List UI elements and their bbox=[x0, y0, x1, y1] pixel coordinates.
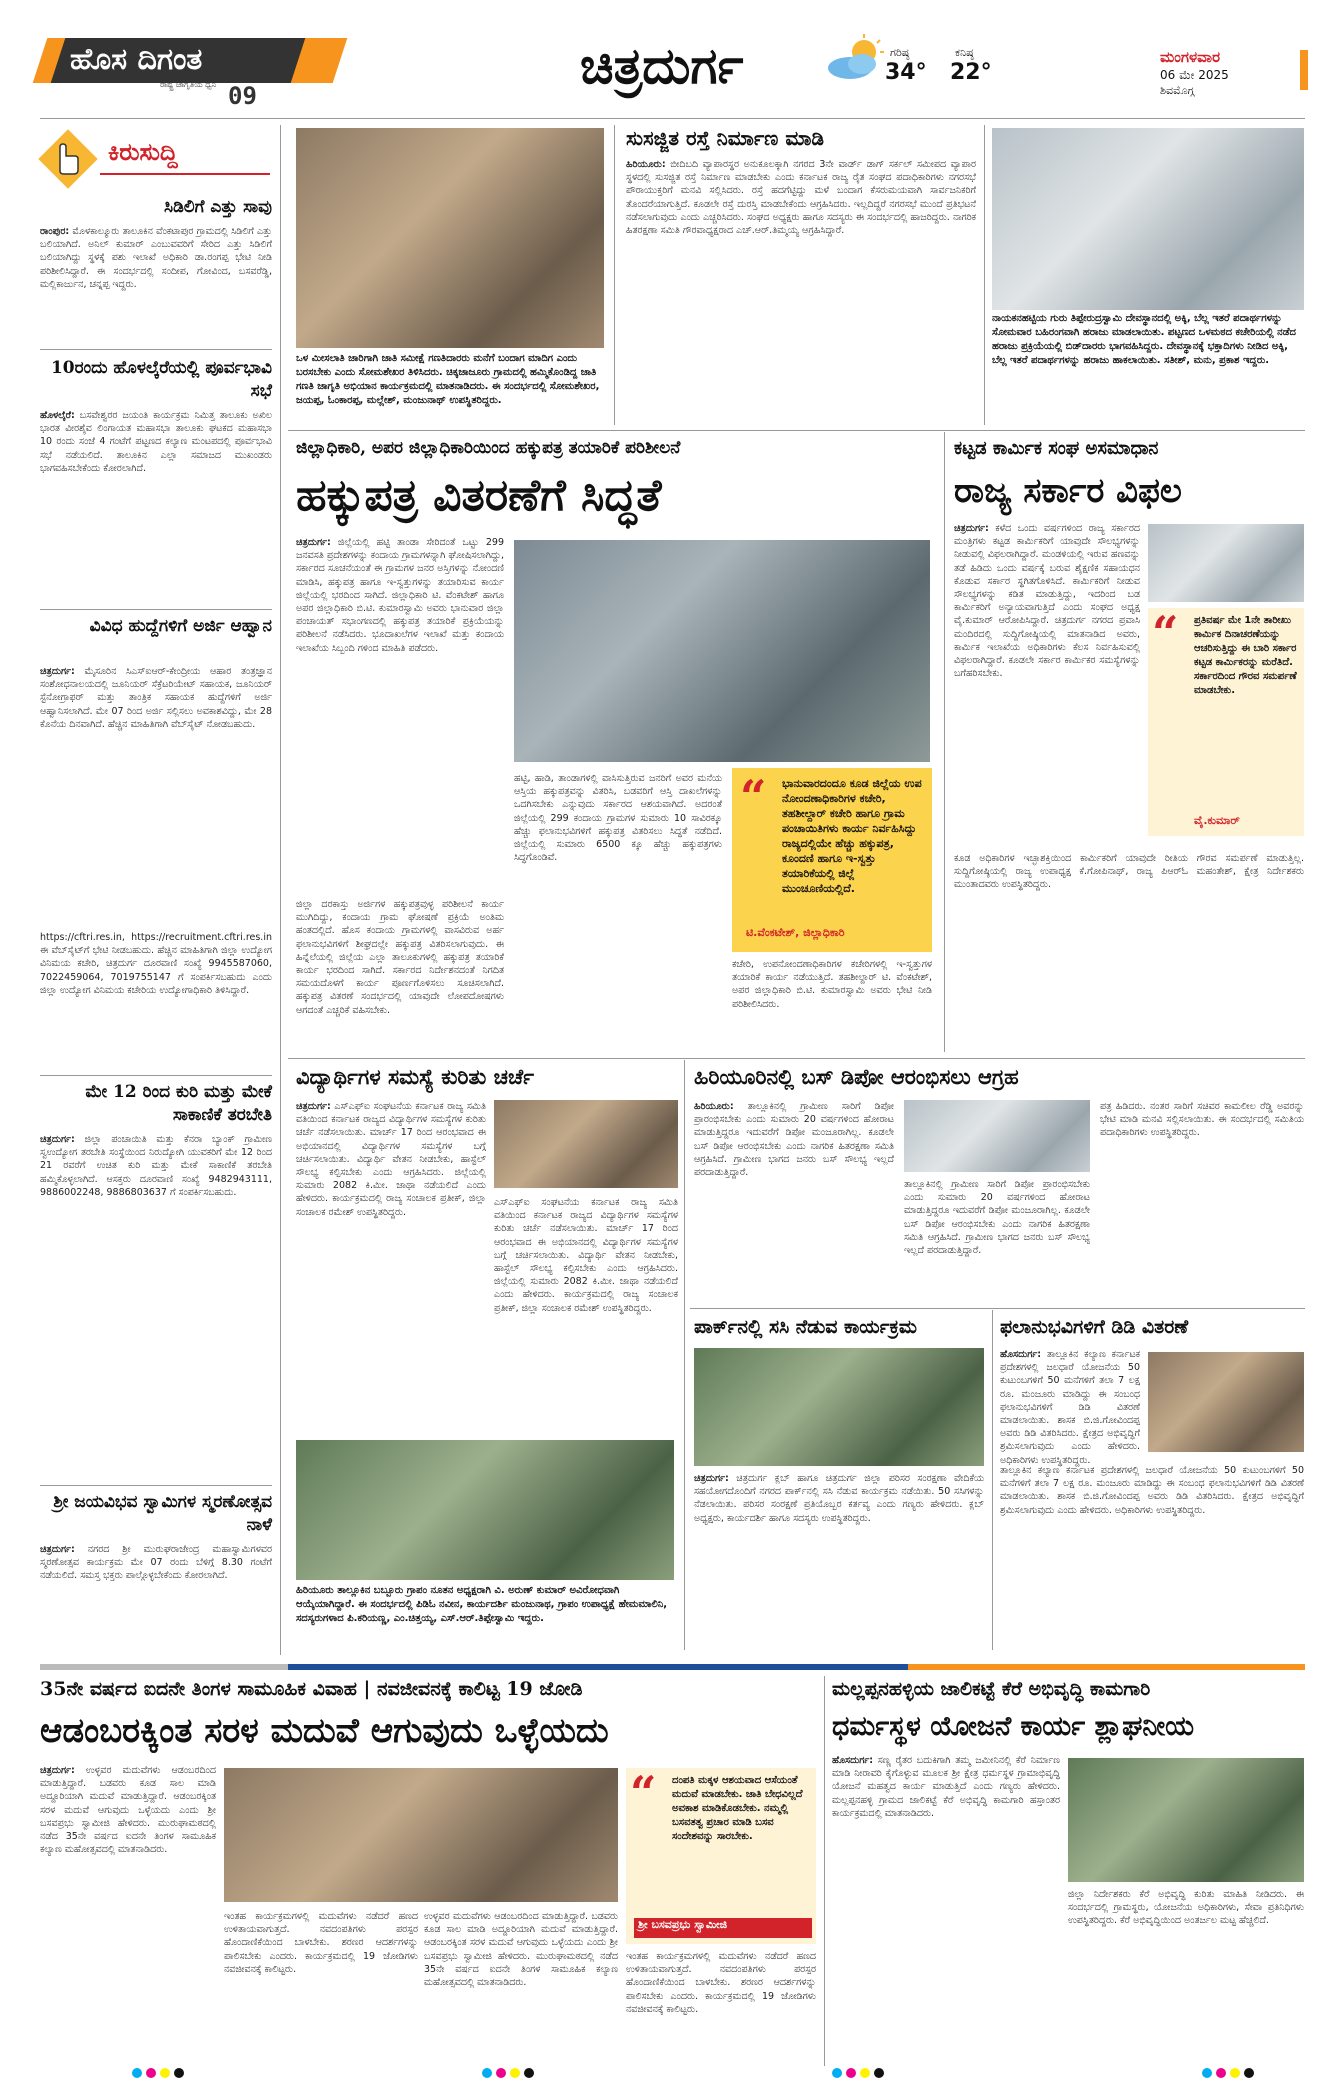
column-rule bbox=[684, 1060, 685, 1650]
page-number: 09 bbox=[228, 82, 257, 110]
sidebar-divider bbox=[40, 1485, 272, 1486]
print-registration-marks bbox=[1200, 2066, 1260, 2080]
wedding-body-col1: ಚಿತ್ರದುರ್ಗ: ಉಳ್ಳವರ ಮದುವೆಗಳು ಆಡಂಬರದಿಂದ ಮಾಡುತ್ತಿದ್ದಾರೆ. ಬಡವರು ಕೂಡ ಸಾಲ ಮಾಡಿ ಅದ್ದೂರಿಯಾಗಿ ಮದುವೆ ಮಾಡುತ್ತಿದ್ದಾರೆ. ಆಡಂಬರಕ್ಕಿಂತ ಸರಳ ಮದುವೆ ಆಗುವುದು ಒಳ್ಳೆಯದು ಎಂದು ಶ್ರೀ ಬಸವಪ್ರಭು ಸ್ವಾಮೀಜಿ ಹೇಳಿದರು. ಮುರುಘಾಮಠದಲ್ಲಿ ನಡೆದ 35ನೇ ವರ್ಷದ ಐದನೇ ತಿಂಗಳ ಸಾಮೂಹಿಕ ಕಲ್ಯಾಣ ಮಹೋತ್ಸವದಲ್ಲಿ ಮಾತನಾಡಿದರು. bbox=[40, 1765, 216, 1856]
sidebar-item-body: ಚಿತ್ರದುರ್ಗ: ನಗರದ ಶ್ರೀ ಮುರುಘರಾಜೇಂದ್ರ ಮಹಾಸ್ವಾಮಿಗಳವರ ಸ್ಮರಣೋತ್ಸವ ಕಾರ್ಯಕ್ರಮ ಮೇ 07 ರಂದು ಬೆಳಿಗ್ಗೆ 8.30 ಗಂಟೆಗೆ ನಡೆಯಲಿದೆ. ಸಮಸ್ತ ಭಕ್ತರು ಪಾಲ್ಗೊಳ್ಳಬೇಕೆಂದು ಕೋರಲಾಗಿದೆ. bbox=[40, 1544, 272, 1582]
lake-works-photo bbox=[1068, 1758, 1304, 1882]
weekday: ಮಂಗಳವಾರ bbox=[1160, 48, 1221, 66]
bus-depot-body-col3: ಪತ್ರ ಹಿಡಿದರು. ನಂತರ ಸಾರಿಗೆ ಸಚಿವರ ಕಾಮಲೀಲ ರೆಡ್ಡಿ ಅವರನ್ನು ಭೇಟಿ ಮಾಡಿ ಮನವಿ ಸಲ್ಲಿಸಲಾಯಿತು. ಈ ಸಂದರ್ಭದಲ್ಲಿ ಸಮಿತಿಯ ಪದಾಧಿಕಾರಿಗಳು ಉಪಸ್ಥಿತರಿದ್ದರು. bbox=[1100, 1101, 1304, 1139]
edition-city: ಚಿತ್ರದುರ್ಗ bbox=[580, 36, 744, 95]
students-headline: ವಿದ್ಯಾರ್ಥಿಗಳ ಸಮಸ್ಯೆ ಕುರಿತು ಚರ್ಚೆ bbox=[296, 1064, 535, 1089]
sidebar-item-title: ಶ್ರೀ ಜಯವಿಭವ ಸ್ವಾಮಿಗಳ ಸ್ಮರಣೋತ್ಸವ ನಾಳೆ bbox=[53, 1492, 272, 1535]
weather-cloud-sun-icon bbox=[820, 34, 890, 84]
sidebar-divider bbox=[40, 609, 272, 610]
quote-mark-icon: “ bbox=[1152, 606, 1179, 660]
sidebar-item-title: ಸಿಡಿಲಿಗೆ ಎತ್ತು ಸಾವು bbox=[164, 197, 272, 217]
wedding-body-col2: ಇಂತಹ ಕಾರ್ಯಕ್ರಮಗಳಲ್ಲಿ ಮದುವೆಗಳು ನಡೆದರೆ ಹಣದ ಉಳಿತಾಯವಾಗುತ್ತದೆ. ನವದಂಪತಿಗಳು ಪರಸ್ಪರ ಹೊಂದಾಣಿಕೆಯಿಂದ ಬಾಳಬೇಕು. ಶರಣರ ಆದರ್ಶಗಳನ್ನು ಪಾಲಿಸಬೇಕು ಎಂದರು. ಕಾರ್ಯಕ್ರಮದಲ್ಲಿ 19 ಜೋಡಿಗಳು ನವಜೀವನಕ್ಕೆ ಕಾಲಿಟ್ಟರು. bbox=[224, 1911, 418, 1975]
union-press-meet-photo bbox=[1148, 524, 1304, 602]
students-body: ಚಿತ್ರದುರ್ಗ: ಎಸ್‌ಎಫ್‌ಐ ಸಂಘಟನೆಯ ಕರ್ನಾಟಕ ರಾಜ್ಯ ಸಮಿತಿ ವತಿಯಿಂದ ಕರ್ನಾಟಕ ರಾಜ್ಯದ ವಿದ್ಯಾರ್ಥಿಗಳ ಸಮಸ್ಯೆಗಳ ಕುರಿತು ಚರ್ಚೆ ನಡೆಸಲಾಯಿತು. ಮಾರ್ಚ್ 17 ರಿಂದ ಆರಂಭವಾದ ಈ ಅಭಿಯಾನದಲ್ಲಿ ವಿದ್ಯಾರ್ಥಿಗಳ ಸಮಸ್ಯೆಗಳ ಬಗ್ಗೆ ಚರ್ಚಿಸಲಾಯಿತು. ವಿದ್ಯಾರ್ಥಿ ವೇತನ ನೀಡಬೇಕು, ಹಾಸ್ಟೆಲ್ ಸೌಲಭ್ಯ ಕಲ್ಪಿಸಬೇಕು ಎಂದು ಆಗ್ರಹಿಸಿದರು. ಜಿಲ್ಲೆಯಲ್ಲಿ ಸುಮಾರು 2082 ಕಿ.ಮೀ. ಜಾಥಾ ನಡೆಯಲಿದೆ ಎಂದು ಹೇಳಿದರು. ಕಾರ್ಯಕ್ರಮದಲ್ಲಿ ರಾಜ್ಯ ಸಂಚಾಲಕ ಪ್ರತೀಕ್, ಜಿಲ್ಲಾ ಸಂಚಾಲಕ ರಮೇಶ್ ಉಪಸ್ಥಿತರಿದ್ದರು. bbox=[296, 1101, 486, 1218]
column-rule bbox=[984, 125, 985, 425]
section-rule bbox=[288, 430, 1305, 431]
temple-auction-photo bbox=[992, 128, 1304, 310]
lake-kicker: ಮಲ್ಲಪ್ಪನಹಳ್ಳಿಯ ಜಾಲಿಕಟ್ಟೆ ಕೆರೆ ಅಭಿವೃದ್ಧಿ ಕಾಮಗಾರಿ bbox=[832, 1678, 1151, 1700]
sidebar-item-title: ವಿವಿಧ ಹುದ್ದೆಗಳಿಗೆ ಅರ್ಜಿ ಆಹ್ವಾನ bbox=[89, 616, 272, 636]
sidebar-item-body: ಹೊಳಲ್ಕೆರೆ: ಬಸವೇಶ್ವರರ ಜಯಂತಿ ಕಾರ್ಯಕ್ರಮ ನಿಮಿತ್ತ ತಾಲೂಕು ಅಖಿಲ ಭಾರತ ವೀರಶೈವ ಲಿಂಗಾಯತ ಮಹಾಸಭಾ ತಾಲೂಕು ಘಟಕದ ಮಹಾಸಭಾ 10 ರಂದು ಸಂಜೆ 4 ಗಂಟೆಗೆ ಪಟ್ಟಣದ ಕಲ್ಯಾಣ ಮಂಟಪದಲ್ಲಿ ಪೂರ್ವಭಾವಿ ಸಭೆ ನಡೆಯಲಿದೆ. ತಾಲೂಕಿನ ಎಲ್ಲಾ ಸಮಾಜದ ಮುಖಂಡರು ಭಾಗವಹಿಸಬೇಕೆಂದು ಕೋರಲಾಗಿದೆ. bbox=[40, 410, 272, 474]
lead-body-col1: ಚಿತ್ರದುರ್ಗ: ಜಿಲ್ಲೆಯಲ್ಲಿ ಹಟ್ಟಿ ತಾಂಡಾ ಸೇರಿದಂತೆ ಒಟ್ಟು 299 ಜನವಸತಿ ಪ್ರದೇಶಗಳನ್ನು ಕಂದಾಯ ಗ್ರಾಮಗಳನ್ನಾಗಿ ಘೋಷಿಸಲಾಗಿದ್ದು, ಸರ್ಕಾರದ ಸೂಚನೆಯಂತೆ ಈ ಗ್ರಾಮಗಳ ಜನರ ಅಸ್ತಿಗಳನ್ನು ನೋಂದಣಿ ಮಾಡಿಸಿ, ಹಕ್ಕುಪತ್ರ ಹಾಗೂ ಇ-ಸ್ವತ್ತುಗಳನ್ನು ತಯಾರಿಸುವ ಕಾರ್ಯ ಜಿಲ್ಲೆಯಲ್ಲಿ ಭರದಿಂದ ಸಾಗಿದೆ. ಜಿಲ್ಲಾಧಿಕಾರಿ ಟಿ. ವೆಂಕಟೇಶ್ ಹಾಗೂ ಅಪರ ಜಿಲ್ಲಾಧಿಕಾರಿ ಬಿ.ಟಿ. ಕುಮಾರಸ್ವಾಮಿ ಅವರು ಭಾನುವಾರ ಜಿಲ್ಲಾ ಪಂಚಾಯತ್ ಸಭಾಂಗಣದಲ್ಲಿ ಹಕ್ಕುಪತ್ರ ತಯಾರಿಕೆ ಪ್ರಕ್ರಿಯೆಯನ್ನು ಪರಿಶೀಲನೆ ನಡೆಸಿದರು. ಭೂದಾಖಲೆಗಳ ಇಲಾಖೆ ಮತ್ತು ಕಂದಾಯ ಇಲಾಖೆಯ ಸಿಬ್ಬಂದಿ ಗಳಿಂದ ಮಾಹಿತಿ ಪಡೆದರು. bbox=[296, 537, 504, 654]
temple-auction-caption: ನಾಯಕನಹಟ್ಟಿಯ ಗುರು ತಿಪ್ಪೇರುದ್ರಸ್ವಾಮಿ ದೇವಸ್ಥಾನದಲ್ಲಿ ಅಕ್ಕಿ, ಬೆಲ್ಲ ಇತರೆ ಪದಾರ್ಥಗಳನ್ನು ಸೋಮವಾರ ಬಹಿರಂಗವಾಗಿ ಹರಾಜು ಮಾಡಲಾಯಿತು. ಪಟ್ಟಣದ ಒಳಮಠದ ಕಚೇರಿಯಲ್ಲಿ ನಡೆದ ಹರಾಜು ಪ್ರಕ್ರಿಯೆಯಲ್ಲಿ ಬಿಡ್‌ದಾರರು ಭಾಗವಹಿಸಿದ್ದರು. ದೇವಸ್ಥಾನಕ್ಕೆ ಭಕ್ತಾದಿಗಳು ನೀಡಿದ ಅಕ್ಕಿ, ಬೆಲ್ಲ ಇತರೆ ಪದಾರ್ಥಗಳನ್ನು ಹರಾಜು ಹಾಕಲಾಯಿತು. ಸತೀಶ್, ಮನು, ಪ್ರಕಾಶ ಇದ್ದರು. bbox=[992, 313, 1296, 366]
dd-distribution-photo bbox=[1148, 1352, 1304, 1452]
wedding-quote-text: ದಂಪತಿ ಮಕ್ಕಳ ಆಶಯವಾದ ಆಸೆಯಂತೆ ಮದುವೆ ಮಾಡಬೇಕು. ಜಾತಿ ಬೇಧವಿಲ್ಲದೆ ಅವಕಾಶ ಮಾಡಿಕೊಡಬೇಕು. ನಮ್ಮಲ್ಲಿ ಬಸವತತ್ವ ಪ್ರಚಾರ ಮಾಡಿ ಬಸವ ಸಂದೇಶವನ್ನು ಸಾರಬೇಕು. bbox=[672, 1775, 803, 1842]
lead-body-col2: ಹಟ್ಟಿ, ಹಾಡಿ, ತಾಂಡಾಗಳಲ್ಲಿ ವಾಸಿಸುತ್ತಿರುವ ಜನರಿಗೆ ಅವರ ಮನೆಯ ಆಸ್ತಿಯ ಹಕ್ಕುಪತ್ರವನ್ನು ವಿತರಿಸಿ, ಬಡವರಿಗೆ ಆಸ್ತಿ ದಾಖಲೆಗಳನ್ನು ಒದಗಿಸಬೇಕು ಎನ್ನುವುದು ಸರ್ಕಾರದ ಆಶಯವಾಗಿದೆ. ಅದರಂತೆ ಜಿಲ್ಲೆಯಲ್ಲಿ 299 ಕಂದಾಯ ಗ್ರಾಮಗಳ ಸುಮಾರು 10 ಸಾವಿರಕ್ಕೂ ಹೆಚ್ಚು ಫಲಾನುಭವಿಗಳಿಗೆ ಹಕ್ಕುಪತ್ರ ವಿತರಿಸಲು ಸಿದ್ಧತೆ ನಡೆದಿದೆ. ಜಿಲ್ಲೆಯಲ್ಲಿ ಸುಮಾರು 6500 ಕ್ಕೂ ಹೆಚ್ಚು ಹಕ್ಕುಪತ್ರಗಳು ಸಿದ್ಧಗೊಂಡಿವೆ. bbox=[514, 773, 722, 864]
union-headline: ರಾಜ್ಯ ಸರ್ಕಾರ ವಿಫಲ bbox=[954, 471, 1182, 511]
edition-name: ಶಿವಮೊಗ್ಗ bbox=[1160, 84, 1195, 97]
union-quote-text: ಪ್ರತಿವರ್ಷ ಮೇ 1ನೇ ತಾರೀಖು ಕಾರ್ಮಿಕ ದಿನಾಚರಣೆಯನ್ನು ಆಚರಿಸುತ್ತಿದ್ದು ಈ ಬಾರಿ ಸರ್ಕಾರ ಕಟ್ಟಡ ಕಾರ್ಮಿಕರನ್ನು ಮರೆತಿದೆ. ಸರ್ಕಾರದಿಂದ ಗೌರವ ಸಮರ್ಪಣೆ ಮಾಡಬೇಕು. bbox=[1194, 615, 1297, 696]
sidebar-brand-rule bbox=[100, 173, 270, 175]
bus-depot-photo bbox=[904, 1100, 1090, 1172]
column-rule bbox=[824, 1676, 825, 2066]
column-rule bbox=[992, 1310, 993, 1650]
bus-depot-body-col2: ತಾಲ್ಲೂಕಿನಲ್ಲಿ ಗ್ರಾಮೀಣ ಸಾರಿಗೆ ಡಿಪೋ ಪ್ರಾರಂಭಿಸಬೇಕು ಎಂದು ಸುಮಾರು 20 ವರ್ಷಗಳಿಂದ ಹೋರಾಟ ಮಾಡುತ್ತಿದ್ದರೂ ಇದುವರೆಗೆ ಡಿಪೋ ಮಂಜೂರಾಗಿಲ್ಲ. ಕೂಡಲೇ ಬಸ್ ಡಿಪೋ ಆರಂಭಿಸಬೇಕು ಎಂದು ನಾಗರಿಕ ಹಿತರಕ್ಷಣಾ ಸಮಿತಿ ಆಗ್ರಹಿಸಿದೆ. ಗ್ರಾಮೀಣ ಭಾಗದ ಜನರು ಬಸ್ ಸೌಲಭ್ಯ ಇಲ್ಲದೆ ಪರದಾಡುತ್ತಿದ್ದಾರೆ. bbox=[904, 1179, 1090, 1257]
masthead-rule bbox=[40, 118, 1305, 119]
lake-body-col1: ಹೊಸದುರ್ಗ: ಸಣ್ಣ ರೈತರ ಬದುಕಿಗಾಗಿ ತಮ್ಮ ಜಮೀನಿನಲ್ಲಿ ಕೆರೆ ನಿರ್ಮಾಣ ಮಾಡಿ ನೀರಾವರಿ ಕೈಗೊಳ್ಳುವ ಮೂಲಕ ಶ್ರೀ ಕ್ಷೇತ್ರ ಧರ್ಮಸ್ಥಳ ಗ್ರಾಮಾಭಿವೃದ್ಧಿ ಯೋಜನೆ ಮಹತ್ವದ ಕಾರ್ಯ ಮಾಡುತ್ತಿದೆ ಎಂದು ಗಣ್ಯರು ಹೇಳಿದರು. ಮಲ್ಲಪ್ಪನಹಳ್ಳಿ ಗ್ರಾಮದ ಜಾಲಿಕಟ್ಟೆ ಕೆರೆ ಅಭಿವೃದ್ಧಿ ಕಾಮಗಾರಿ ಹಸ್ತಾಂತರ ಕಾರ್ಯಕ್ರಮದಲ್ಲಿ ಮಾತನಾಡಿದರು. bbox=[832, 1755, 1060, 1819]
temp-max: 34° bbox=[885, 60, 927, 85]
temp-min: 22° bbox=[950, 60, 992, 85]
sidebar-item-body: ಚಿತ್ರದುರ್ಗ: ಮೈಸೂರಿನ ಸಿಎಸ್‌ಐಆರ್-ಕೇಂದ್ರೀಯ ಆಹಾರ ತಂತ್ರಜ್ಞಾನ ಸಂಶೋಧನಾಲಯದಲ್ಲಿ ಜೂನಿಯರ್ ಸೆಕ್ರೆಟರಿಯೇಟ್ ಸಹಾಯಕ, ಜೂನಿಯರ್ ಸ್ಟೆನೋಗ್ರಾಫರ್ ಮತ್ತು ತಾಂತ್ರಿಕ ಸಹಾಯಕ ಹುದ್ದೆಗಳಿಗೆ ಅರ್ಜಿ ಆಹ್ವಾನಿಸಲಾಗಿದೆ. ಮೇ 07 ರಿಂದ ಅರ್ಜಿ ಸಲ್ಲಿಸಲು ಅವಕಾಶವಿದ್ದು, ಮೇ 28 ಕೊನೆಯ ದಿನವಾಗಿದೆ. ಹೆಚ್ಚಿನ ಮಾಹಿತಿಗಾಗಿ ವೆಬ್‌ಸೈಟ್ ನೋಡಬಹುದು. bbox=[40, 666, 272, 730]
section-rule bbox=[288, 1058, 1305, 1059]
lake-body-col2: ಜಿಲ್ಲಾ ನಿರ್ದೇಶಕರು ಕೆರೆ ಅಭಿವೃದ್ಧಿ ಕುರಿತು ಮಾಹಿತಿ ನೀಡಿದರು. ಈ ಸಂದರ್ಭದಲ್ಲಿ ಗ್ರಾಮಸ್ಥರು, ಯೋಜನೆಯ ಅಧಿಕಾರಿಗಳು, ಸೇವಾ ಪ್ರತಿನಿಧಿಗಳು ಉಪಸ್ಥಿತರಿದ್ದರು. ಕೆರೆ ಅಭಿವೃದ್ಧಿಯಿಂದ ಅಂತರ್ಜಲ ಮಟ್ಟ ಹೆಚ್ಚಲಿದೆ. bbox=[1068, 1889, 1304, 1927]
wedding-headline: ಆಡಂಬರಕ್ಕಿಂತ ಸರಳ ಮದುವೆ ಆಗುವುದು ಒಳ್ಳೆಯದು bbox=[40, 1711, 609, 1751]
sidebar-item-title: ಮೇ 12 ರಿಂದ ಕುರಿ ಮತ್ತು ಮೇಕೆ ಸಾಕಾಣಿಕೆ ತರಬೇತಿ bbox=[85, 1082, 272, 1125]
temp-min-label: ಕನಿಷ್ಠ bbox=[955, 46, 974, 59]
caste-survey-photo bbox=[296, 128, 604, 348]
lead-body-col3: ಕಚೇರಿ, ಉಪನೋಂದಣಾಧಿಕಾರಿಗಳ ಕಚೇರಿಗಳಲ್ಲಿ ಇ-ಸ್ವತ್ತುಗಳ ತಯಾರಿಕೆ ಕಾರ್ಯ ನಡೆಯುತ್ತಿದೆ. ತಹಶೀಲ್ದಾರ್ ಟಿ. ವೆಂಕಟೇಶ್, ಅಪರ ಜಿಲ್ಲಾಧಿಕಾರಿ ಬಿ.ಟಿ. ಕುಮಾರಸ್ವಾಮಿ ಅವರು ಭೇಟಿ ನೀಡಿ ಪರಿಶೀಲಿಸಿದರು. bbox=[732, 959, 932, 1010]
section-bar-grey bbox=[40, 1664, 288, 1670]
section-rule bbox=[690, 1308, 1305, 1309]
newspaper-logo: ಹೊಸ ದಿಗಂತ bbox=[70, 42, 203, 77]
sidebar-column-rule bbox=[280, 125, 281, 1655]
temp-max-label: ಗರಿಷ್ಠ bbox=[890, 46, 910, 59]
road-story-body: ಹಿರಿಯೂರು: ಬೀದಿಬದಿ ವ್ಯಾಪಾರಸ್ಥರ ಅನುಕೂಲಕ್ಕಾಗಿ ನಗರದ 3ನೇ ವಾರ್ಡ್ ಡಾಗ್ ಸರ್ಕಲ್ ಸಮೀಪದ ವ್ಯಾಪಾರ ಸ್ಥಳದಲ್ಲಿ ಸುಸಜ್ಜಿತ ರಸ್ತೆ ನಿರ್ಮಾಣ ಮಾಡಬೇಕು ಎಂದು ಕರ್ನಾಟಕ ರಾಜ್ಯ ರೈತ ಸಂಘದ ಪದಾಧಿಕಾರಿಗಳು ನಗರಸಭೆ ಪೌರಾಯುಕ್ತರಿಗೆ ಮನವಿ ಸಲ್ಲಿಸಿದರು. ರಸ್ತೆ ಹದಗೆಟ್ಟಿದ್ದು ಮಳೆ ಬಂದಾಗ ಕೆಸರುಮಯವಾಗಿ ಸಾರ್ವಜನಿಕರಿಗೆ ತೊಂದರೆಯಾಗುತ್ತಿದೆ. ಕೂಡಲೇ ರಸ್ತೆ ದುರಸ್ತಿ ಮಾಡಬೇಕೆಂದು ಆಗ್ರಹಿಸಿದರು. ಇಲ್ಲದಿದ್ದರೆ ನಗರಸಭೆ ಮುಂದೆ ಪ್ರತಿಭಟನೆ ನಡೆಸಲಾಗುವುದು ಎಂದು ಎಚ್ಚರಿಸಿದರು. ಸಂಘದ ಅಧ್ಯಕ್ಷರು ಹಾಗೂ ಸದಸ್ಯರು ಈ ಸಂದರ್ಭದಲ್ಲಿ ಹಾಜರಿದ್ದರು. ನಾಗರಿಕ ಹಿತರಕ್ಷಣಾ ಸಮಿತಿ ಗೌರವಾಧ್ಯಕ್ಷರಾದ ಎಚ್.ಆರ್.ತಿಮ್ಮಯ್ಯ ಆಗ್ರಹಿಸಿದ್ದಾರೆ. bbox=[626, 159, 976, 237]
lead-photo-office bbox=[514, 540, 930, 762]
sidebar-divider bbox=[40, 1075, 272, 1076]
bus-depot-body-col1: ಹಿರಿಯೂರು: ತಾಲ್ಲೂಕಿನಲ್ಲಿ ಗ್ರಾಮೀಣ ಸಾರಿಗೆ ಡಿಪೋ ಪ್ರಾರಂಭಿಸಬೇಕು ಎಂದು ಸುಮಾರು 20 ವರ್ಷಗಳಿಂದ ಹೋರಾಟ ಮಾಡುತ್ತಿದ್ದರೂ ಇದುವರೆಗೆ ಡಿಪೋ ಮಂಜೂರಾಗಿಲ್ಲ. ಕೂಡಲೇ ಬಸ್ ಡಿಪೋ ಆರಂಭಿಸಬೇಕು ಎಂದು ನಾಗರಿಕ ಹಿತರಕ್ಷಣಾ ಸಮಿತಿ ಆಗ್ರಹಿಸಿದೆ. ಗ್ರಾಮೀಣ ಭಾಗದ ಜನರು ಬಸ್ ಸೌಲಭ್ಯ ಇಲ್ಲದೆ ಪರದಾಡುತ್ತಿದ್ದಾರೆ. bbox=[694, 1101, 894, 1179]
print-registration-marks bbox=[480, 2066, 540, 2080]
road-headline: ಸುಸಜ್ಜಿತ ರಸ್ತೆ ನಿರ್ಮಾಣ ಮಾಡಿ bbox=[626, 126, 825, 150]
babbur-gp-photo bbox=[296, 1440, 674, 1580]
lead-quote-text: ಭಾನುವಾರದಂದೂ ಕೂಡ ಜಿಲ್ಲೆಯ ಉಪ ನೋಂದಣಾಧಿಕಾರಿಗಳ ಕಚೇರಿ, ತಹಶೀಲ್ದಾರ್ ಕಚೇರಿ ಹಾಗೂ ಗ್ರಾಮ ಪಂಚಾಯಿತಿಗಳು ಕಾರ್ಯ ನಿರ್ವಹಿಸಿದ್ದು ರಾಜ್ಯದಲ್ಲಿಯೇ ಹೆಚ್ಚು ಹಕ್ಕುಪತ್ರ, ಕೂಂದಣಿ ಹಾಗೂ ಇ-ಸ್ವತ್ತು ತಯಾರಿಕೆಯಲ್ಲಿ ಜಿಲ್ಲೆ ಮುಂಚೂಣಿಯಲ್ಲಿದೆ. bbox=[782, 777, 922, 895]
union-kicker: ಕಟ್ಟಡ ಕಾರ್ಮಿಕ ಸಂಘ ಅಸಮಾಧಾನ bbox=[954, 438, 1159, 459]
dd-body-col1: ಹೊಸದುರ್ಗ: ತಾಲ್ಲೂಕಿನ ಕಲ್ಯಾಣ ಕರ್ನಾಟಕ ಪ್ರದೇಶಗಳಲ್ಲಿ ಜಲಧಾರೆ ಯೋಜನೆಯ 50 ಕುಟುಂಬಗಳಿಗೆ 50 ಮನೆಗಳಿಗೆ ತಲಾ 7 ಲಕ್ಷ ರೂ. ಮಂಜೂರು ಮಾಡಿದ್ದು ಈ ಸಂಬಂಧ ಫಲಾನುಭವಿಗಳಿಗೆ ಡಿಡಿ ವಿತರಣೆ ಮಾಡಲಾಯಿತು. ಶಾಸಕ ಬಿ.ಜಿ.ಗೋವಿಂದಪ್ಪ ಅವರು ಡಿಡಿ ವಿತರಿಸಿದರು. ಕ್ಷೇತ್ರದ ಅಭಿವೃದ್ಧಿಗೆ ಶ್ರಮಿಸಲಾಗುವುದು ಎಂದು ಹೇಳಿದರು. ಅಧಿಕಾರಿಗಳು ಉಪಸ್ಥಿತರಿದ್ದರು. bbox=[1000, 1349, 1140, 1466]
babbur-gp-caption: ಹಿರಿಯೂರು ತಾಲ್ಲೂಕಿನ ಬಬ್ಬೂರು ಗ್ರಾಪಂ ನೂತನ ಅಧ್ಯಕ್ಷರಾಗಿ ವಿ. ಅರುಣ್ ಕುಮಾರ್ ಅವಿರೋಧವಾಗಿ ಆಯ್ಕೆಯಾಗಿದ್ದಾರೆ. ಈ ಸಂದರ್ಭದಲ್ಲಿ ಪಿಡಿಓ ನವೀನ, ಕಾರ್ಯದರ್ಶಿ ಮಂಜುನಾಥ, ಗ್ರಾಪಂ ಉಪಾಧ್ಯಕ್ಷೆ ಹೇಮಮಾಲಿನಿ, ಸದಸ್ಯರುಗಳಾದ ಪಿ.ಕರಿಯಣ್ಣ, ಎಂ.ಚಿತ್ತಯ್ಯ, ಎಸ್.ಆರ್.ತಿಪ್ಪೇಸ್ವಾಮಿ ಇದ್ದರು. bbox=[296, 1585, 668, 1624]
sidebar-item-body: https://cftri.res.in, https://recruitment.cftri.res.in ಈ ವೆಬ್‌ಸೈಟ್‌ಗೆ ಭೇಟಿ ನೀಡಬಹುದು. ಹೆಚ್ಚಿನ ಮಾಹಿತಿಗಾಗಿ ಜಿಲ್ಲಾ ಉದ್ಯೋಗ ವಿನಿಮಯ ಕಚೇರಿ, ಚಿತ್ರದುರ್ಗ ದೂರವಾಣಿ ಸಂಖ್ಯೆ 9945587060, 7022459064, 7019755147 ಗೆ ಸಂಪರ್ಕಿಸಬಹುದು ಎಂದು ಜಿಲ್ಲಾ ಉದ್ಯೋಗ ವಿನಿಮಯ ಕಚೇರಿಯ ಉದ್ಯೋಗಾಧಿಕಾರಿ ತಿಳಿಸಿದ್ದಾರೆ. bbox=[40, 932, 272, 996]
section-bar-orange bbox=[908, 1664, 1305, 1670]
wedding-kicker: 35ನೇ ವರ್ಷದ ಐದನೇ ತಿಂಗಳ ಸಾಮೂಹಿಕ ವಿವಾಹ | ನವಜೀವನಕ್ಕೆ ಕಾಲಿಟ್ಟ 19 ಜೋಡಿ bbox=[40, 1678, 583, 1700]
logo-tagline: ರಾಷ್ಟ್ರ ಜಾಗೃತಿಯ ಧ್ವನಿ bbox=[160, 80, 217, 89]
kiru-suddi-sidebar bbox=[40, 125, 272, 1655]
union-body-col2: ಕೂಡ ಅಧಿಕಾರಿಗಳ ಇಚ್ಛಾಶಕ್ತಿಯಿಂದ ಕಾರ್ಮಿಕರಿಗೆ ಯಾವುದೇ ರೀತಿಯ ಗೌರವ ಸಮರ್ಪಣೆ ಮಾಡುತ್ತಿಲ್ಲ. ಸುದ್ದಿಗೋಷ್ಠಿಯಲ್ಲಿ ರಾಜ್ಯ ಉಪಾಧ್ಯಕ್ಷ ಕೆ.ಗೋಪಿನಾಥ್, ರಾಜ್ಯ ಪಿಆರ್‌ಓ ಮಹಂತೇಶ್, ಕ್ಷೇತ್ರ ನಿರ್ದೇಶಕರು ಮುಂತಾದವರು ಉಪಸ್ಥಿತರಿದ್ದರು. bbox=[954, 853, 1304, 891]
sidebar-item-body: ಚಿತ್ರದುರ್ಗ: ಜಿಲ್ಲಾ ಪಂಚಾಯಿತಿ ಮತ್ತು ಕೆನರಾ ಬ್ಯಾಂಕ್ ಗ್ರಾಮೀಣ ಸ್ವಉದ್ಯೋಗ ತರಬೇತಿ ಸಂಸ್ಥೆಯಿಂದ ನಿರುದ್ಯೋಗಿ ಯುವಕರಿಗೆ ಮೇ 12 ರಿಂದ 21 ರವರೆಗೆ ಉಚಿತ ಕುರಿ ಮತ್ತು ಮೇಕೆ ಸಾಕಾಣಿಕೆ ತರಬೇತಿ ಹಮ್ಮಿಕೊಳ್ಳಲಾಗಿದೆ. ಆಸಕ್ತರು ದೂರವಾಣಿ ಸಂಖ್ಯೆ 9482943111, 9886002248, 9886803637 ಗೆ ಸಂಪರ್ಕಿಸಬಹುದು. bbox=[40, 1134, 272, 1198]
column-rule bbox=[944, 432, 945, 1052]
sidebar-divider bbox=[40, 349, 272, 350]
issue-date: 06 ಮೇ 2025 bbox=[1160, 68, 1229, 82]
dd-body-col2: ತಾಲ್ಲೂಕಿನ ಕಲ್ಯಾಣ ಕರ್ನಾಟಕ ಪ್ರದೇಶಗಳಲ್ಲಿ ಜಲಧಾರೆ ಯೋಜನೆಯ 50 ಕುಟುಂಬಗಳಿಗೆ 50 ಮನೆಗಳಿಗೆ ತಲಾ 7 ಲಕ್ಷ ರೂ. ಮಂಜೂರು ಮಾಡಿದ್ದು ಈ ಸಂಬಂಧ ಫಲಾನುಭವಿಗಳಿಗೆ ಡಿಡಿ ವಿತರಣೆ ಮಾಡಲಾಯಿತು. ಶಾಸಕ ಬಿ.ಜಿ.ಗೋವಿಂದಪ್ಪ ಅವರು ಡಿಡಿ ವಿತರಿಸಿದರು. ಕ್ಷೇತ್ರದ ಅಭಿವೃದ್ಧಿಗೆ ಶ್ರಮಿಸಲಾಗುವುದು ಎಂದು ಹೇಳಿದರು. ಅಧಿಕಾರಿಗಳು ಉಪಸ್ಥಿತರಿದ್ದರು. bbox=[1000, 1465, 1304, 1516]
pointing-hand-icon bbox=[54, 143, 82, 175]
park-body: ಚಿತ್ರದುರ್ಗ: ಚಿತ್ರದುರ್ಗ ಕ್ಲಬ್ ಹಾಗೂ ಚಿತ್ರದುರ್ಗ ಜಿಲ್ಲಾ ಪರಿಸರ ಸಂರಕ್ಷಣಾ ವೇದಿಕೆಯ ಸಹಯೋಗದೊಂದಿಗೆ ನಗರದ ಪಾರ್ಕ್‌ನಲ್ಲಿ ಸಸಿ ನೆಡುವ ಕಾರ್ಯಕ್ರಮ ನಡೆಯಿತು. 50 ಸಸಿಗಳನ್ನು ನೆಡಲಾಯಿತು. ಪರಿಸರ ಸಂರಕ್ಷಣೆ ಪ್ರತಿಯೊಬ್ಬರ ಕರ್ತವ್ಯ ಎಂದು ಗಣ್ಯರು ಹೇಳಿದರು. ಕ್ಲಬ್ ಅಧ್ಯಕ್ಷರು, ಕಾರ್ಯದರ್ಶಿ ಹಾಗೂ ಸದಸ್ಯರು ಉಪಸ್ಥಿತರಿದ್ದರು. bbox=[694, 1473, 984, 1524]
lead-headline: ಹಕ್ಕುಪತ್ರ ವಿತರಣೆಗೆ ಸಿದ್ಧತೆ bbox=[296, 470, 662, 521]
column-rule bbox=[614, 125, 615, 425]
students-body-col2: ಎಸ್‌ಎಫ್‌ಐ ಸಂಘಟನೆಯ ಕರ್ನಾಟಕ ರಾಜ್ಯ ಸಮಿತಿ ವತಿಯಿಂದ ಕರ್ನಾಟಕ ರಾಜ್ಯದ ವಿದ್ಯಾರ್ಥಿಗಳ ಸಮಸ್ಯೆಗಳ ಕುರಿತು ಚರ್ಚೆ ನಡೆಸಲಾಯಿತು. ಮಾರ್ಚ್ 17 ರಿಂದ ಆರಂಭವಾದ ಈ ಅಭಿಯಾನದಲ್ಲಿ ವಿದ್ಯಾರ್ಥಿಗಳ ಸಮಸ್ಯೆಗಳ ಬಗ್ಗೆ ಚರ್ಚಿಸಲಾಯಿತು. ವಿದ್ಯಾರ್ಥಿ ವೇತನ ನೀಡಬೇಕು, ಹಾಸ್ಟೆಲ್ ಸೌಲಭ್ಯ ಕಲ್ಪಿಸಬೇಕು ಎಂದು ಆಗ್ರಹಿಸಿದರು. ಜಿಲ್ಲೆಯಲ್ಲಿ ಸುಮಾರು 2082 ಕಿ.ಮೀ. ಜಾಥಾ ನಡೆಯಲಿದೆ ಎಂದು ಹೇಳಿದರು. ಕಾರ್ಯಕ್ರಮದಲ್ಲಿ ರಾಜ್ಯ ಸಂಚಾಲಕ ಪ್ರತೀಕ್, ಜಿಲ್ಲಾ ಸಂಚಾಲಕ ರಮೇಶ್ ಉಪಸ್ಥಿತರಿದ್ದರು. bbox=[494, 1197, 678, 1314]
wedding-quote-attribution: ಶ್ರೀ ಬಸವಪ್ರಭು ಸ್ವಾಮೀಜಿ bbox=[634, 1918, 812, 1938]
print-registration-marks bbox=[830, 2066, 890, 2080]
wedding-body-col4: ಇಂತಹ ಕಾರ್ಯಕ್ರಮಗಳಲ್ಲಿ ಮದುವೆಗಳು ನಡೆದರೆ ಹಣದ ಉಳಿತಾಯವಾಗುತ್ತದೆ. ನವದಂಪತಿಗಳು ಪರಸ್ಪರ ಹೊಂದಾಣಿಕೆಯಿಂದ ಬಾಳಬೇಕು. ಶರಣರ ಆದರ್ಶಗಳನ್ನು ಪಾಲಿಸಬೇಕು ಎಂದರು. ಕಾರ್ಯಕ್ರಮದಲ್ಲಿ 19 ಜೋಡಿಗಳು ನವಜೀವನಕ್ಕೆ ಕಾಲಿಟ್ಟರು. bbox=[626, 1951, 816, 2015]
quote-mark-icon: “ bbox=[630, 1766, 657, 1820]
lead-body-col1b: ಜಿಲ್ಲಾ ದರಕಾಸ್ತು ಅರ್ಜಿಗಳ ಹಕ್ಕುಪತ್ರವುಳ್ಳ ಪರಿಶೀಲನೆ ಕಾರ್ಯ ಮುಗಿದಿದ್ದು, ಕಂದಾಯ ಗ್ರಾಮ ಘೋಷಣೆ ಪ್ರಕ್ರಿಯೆ ಅಂತಿಮ ಹಂತದಲ್ಲಿದೆ. ಹೊಸ ಕಂದಾಯ ಗ್ರಾಮಗಳಲ್ಲಿ ವಾಸವಿರುವ ಅರ್ಹ ಫಲಾನುಭವಿಗಳಿಗೆ ಶೀಘ್ರದಲ್ಲೇ ಹಕ್ಕುಪತ್ರ ವಿತರಿಸಲಾಗುವುದು. ಈ ಹಿನ್ನೆಲೆಯಲ್ಲಿ ಜಿಲ್ಲೆಯ ಎಲ್ಲಾ ತಾಲೂಕುಗಳಲ್ಲಿ ಹಕ್ಕುಪತ್ರ ತಯಾರಿಕೆ ಕಾರ್ಯ ಭರದಿಂದ ಸಾಗಿದೆ. ಸರ್ಕಾರದ ನಿರ್ದೇಶನದಂತೆ ನಿಗದಿತ ಸಮಯದೊಳಗೆ ಕಾರ್ಯ ಪೂರ್ಣಗೊಳಿಸಲು ಸೂಚಿಸಲಾಗಿದೆ. ಹಕ್ಕುಪತ್ರ ವಿತರಣೆ ಸಂದರ್ಭದಲ್ಲಿ ಯಾವುದೇ ಲೋಪದೋಷಗಳು ಆಗದಂತೆ ಎಚ್ಚರಿಕೆ ವಹಿಸಬೇಕು. bbox=[296, 899, 504, 1016]
mass-wedding-photo bbox=[224, 1768, 618, 1902]
union-quote-box bbox=[1148, 608, 1304, 836]
lead-quote-box bbox=[732, 768, 932, 952]
wedding-quote-box bbox=[626, 1768, 816, 1944]
park-sapling-photo bbox=[694, 1348, 984, 1466]
union-quote-attribution: ವೈ.ಕುಮಾರ್ bbox=[1194, 814, 1240, 827]
union-body-col1: ಚಿತ್ರದುರ್ಗ: ಕಳೆದ ಒಂದು ವರ್ಷಗಳಿಂದ ರಾಜ್ಯ ಸರ್ಕಾರದ ಮಂತ್ರಿಗಳು ಕಟ್ಟಡ ಕಾರ್ಮಿಕರಿಗೆ ಯಾವುದೇ ಸೌಲಭ್ಯಗಳನ್ನು ನೀಡುವಲ್ಲಿ ವಿಫಲರಾಗಿದ್ದಾರೆ. ಮಂಡಳಿಯಲ್ಲಿ ಇರುವ ಹಣವನ್ನು ತಡೆ ಹಿಡಿದು ಒಂದು ವರ್ಷಕ್ಕೆ ಬರುವ ಶೈಕ್ಷಣಿಕ ಸಹಾಯಧನ ಕೊಡುವ ಸರ್ಕಾರ ಸ್ಥಗಿತಗೊಳಿಸಿದೆ. ಕಾರ್ಮಿಕರಿಗೆ ನೀಡುವ ಸೌಲಭ್ಯಗಳನ್ನು ಕಡಿತ ಮಾಡುತ್ತಿದ್ದು, ಇದರಿಂದ ಬಡ ಕಾರ್ಮಿಕರಿಗೆ ಅನ್ಯಾಯವಾಗುತ್ತಿದೆ ಎಂದು ಸಂಘದ ಅಧ್ಯಕ್ಷ ವೈ.ಕುಮಾರ್ ಆರೋಪಿಸಿದ್ದಾರೆ. ಚಿತ್ರದುರ್ಗ ನಗರದ ಪ್ರವಾಸಿ ಮಂದಿರದಲ್ಲಿ ಸುದ್ದಿಗೋಷ್ಠಿಯಲ್ಲಿ ಮಾತನಾಡಿದ ಅವರು, ಕಾರ್ಮಿಕ ಇಲಾಖೆಯ ಅಧಿಕಾರಿಗಳು ಕೆಲಸ ನಿರ್ವಹಿಸುವಲ್ಲಿ ವಿಫಲರಾಗಿದ್ದಾರೆ. ಕೂಡಲೇ ಸರ್ಕಾರ ಕಾರ್ಮಿಕರ ಸಮಸ್ಯೆಗಳನ್ನು ಬಗೆಹರಿಸಬೇಕು. bbox=[954, 523, 1140, 680]
quote-mark-icon: “ bbox=[740, 770, 767, 824]
bus-depot-headline: ಹಿರಿಯೂರಿನಲ್ಲಿ ಬಸ್ ಡಿಪೋ ಆರಂಭಿಸಲು ಆಗ್ರಹ bbox=[694, 1064, 1019, 1089]
lake-headline: ಧರ್ಮಸ್ಥಳ ಯೋಜನೆ ಕಾರ್ಯ ಶ್ಲಾಘನೀಯ bbox=[832, 1711, 1195, 1742]
sidebar-item-title: 10ರಂದು ಹೊಳಲ್ಕೆರೆಯಲ್ಲಿ ಪೂರ್ವಭಾವಿ ಸಭೆ bbox=[50, 358, 272, 401]
park-headline: ಪಾರ್ಕ್‌ನಲ್ಲಿ ಸಸಿ ನೆಡುವ ಕಾರ್ಯಕ್ರಮ bbox=[694, 1316, 917, 1338]
masthead-stripe bbox=[1300, 50, 1308, 90]
print-registration-marks bbox=[130, 2066, 190, 2080]
students-meeting-photo bbox=[494, 1100, 678, 1188]
section-bar-blue bbox=[288, 1664, 908, 1670]
masthead bbox=[0, 0, 1339, 110]
sidebar-item-body: ರಾಂಪುರ: ಮೊಳಕಾಲ್ಮೂರು ತಾಲೂಕಿನ ವೆಂಕಟಾಪುರ ಗ್ರಾಮದಲ್ಲಿ ಸಿಡಿಲಿಗೆ ಎತ್ತು ಬಲಿಯಾಗಿದೆ. ಅನಿಲ್ ಕುಮಾರ್ ಎಂಬುವವರಿಗೆ ಸೇರಿದ ಎತ್ತು ಸಿಡಿಲಿಗೆ ಬಲಿಯಾಗಿದ್ದು ಸ್ಥಳಕ್ಕೆ ಪಶು ಇಲಾಖೆ ಅಧಿಕಾರಿ ಡಾ.ರಂಗಪ್ಪ ಭೇಟಿ ನೀಡಿ ಪರಿಶೀಲಿಸಿದ್ದಾರೆ. ಈ ಸಂದರ್ಭದಲ್ಲಿ ಸಂದೀಪ, ಗೋವಿಂದ, ಬಸವರೆಡ್ಡಿ, ಮಲ್ಲಿಕಾರ್ಜುನ, ಚನ್ನಪ್ಪ ಇದ್ದರು. bbox=[40, 226, 272, 290]
lead-quote-attribution: ಟಿ.ವೆಂಕಟೇಶ್, ಜಿಲ್ಲಾಧಿಕಾರಿ bbox=[746, 926, 845, 939]
dd-headline: ಫಲಾನುಭವಿಗಳಿಗೆ ಡಿಡಿ ವಿತರಣೆ bbox=[1000, 1316, 1189, 1338]
sidebar-brand: ಕಿರುಸುದ್ದಿ bbox=[108, 137, 178, 166]
caste-survey-caption: ಒಳ ಮೀಸಲಾತಿ ಜಾರಿಗಾಗಿ ಜಾತಿ ಸಮೀಕ್ಷೆ ಗಣತಿದಾರರು ಮನೆಗೆ ಬಂದಾಗ ಮಾದಿಗ ಎಂದು ಬರಸಬೇಕು ಎಂದು ಸೋಮಶೇಖರ ತಿಳಿಸಿದರು. ಚಿಕ್ಕಜಾಜೂರು ಗ್ರಾಮದಲ್ಲಿ ಹಮ್ಮಿಕೊಂಡಿದ್ದ ಜಾತಿ ಗಣತಿ ಜಾಗೃತಿ ಅಭಿಯಾನ ಕಾರ್ಯಕ್ರಮದಲ್ಲಿ ಮಾತನಾಡಿದರು. ಈ ಸಂದರ್ಭದಲ್ಲಿ ಸೋಮಶೇಖರ, ಜಯಪ್ಪ, ಓಂಕಾರಪ್ಪ, ಮಲ್ಲೇಶ್, ಮಂಜುನಾಥ್ ಉಪಸ್ಥಿತರಿದ್ದರು. bbox=[296, 353, 600, 406]
lead-kicker: ಜಿಲ್ಲಾಧಿಕಾರಿ, ಅಪರ ಜಿಲ್ಲಾಧಿಕಾರಿಯಿಂದ ಹಕ್ಕುಪತ್ರ ತಯಾರಿಕೆ ಪರಿಶೀಲನೆ bbox=[296, 438, 681, 458]
wedding-body-col3: ಉಳ್ಳವರ ಮದುವೆಗಳು ಆಡಂಬರದಿಂದ ಮಾಡುತ್ತಿದ್ದಾರೆ. ಬಡವರು ಕೂಡ ಸಾಲ ಮಾಡಿ ಅದ್ದೂರಿಯಾಗಿ ಮದುವೆ ಮಾಡುತ್ತಿದ್ದಾರೆ. ಆಡಂಬರಕ್ಕಿಂತ ಸರಳ ಮದುವೆ ಆಗುವುದು ಒಳ್ಳೆಯದು ಎಂದು ಶ್ರೀ ಬಸವಪ್ರಭು ಸ್ವಾಮೀಜಿ ಹೇಳಿದರು. ಮುರುಘಾಮಠದಲ್ಲಿ ನಡೆದ 35ನೇ ವರ್ಷದ ಐದನೇ ತಿಂಗಳ ಸಾಮೂಹಿಕ ಕಲ್ಯಾಣ ಮಹೋತ್ಸವದಲ್ಲಿ ಮಾತನಾಡಿದರು. bbox=[424, 1911, 618, 1989]
